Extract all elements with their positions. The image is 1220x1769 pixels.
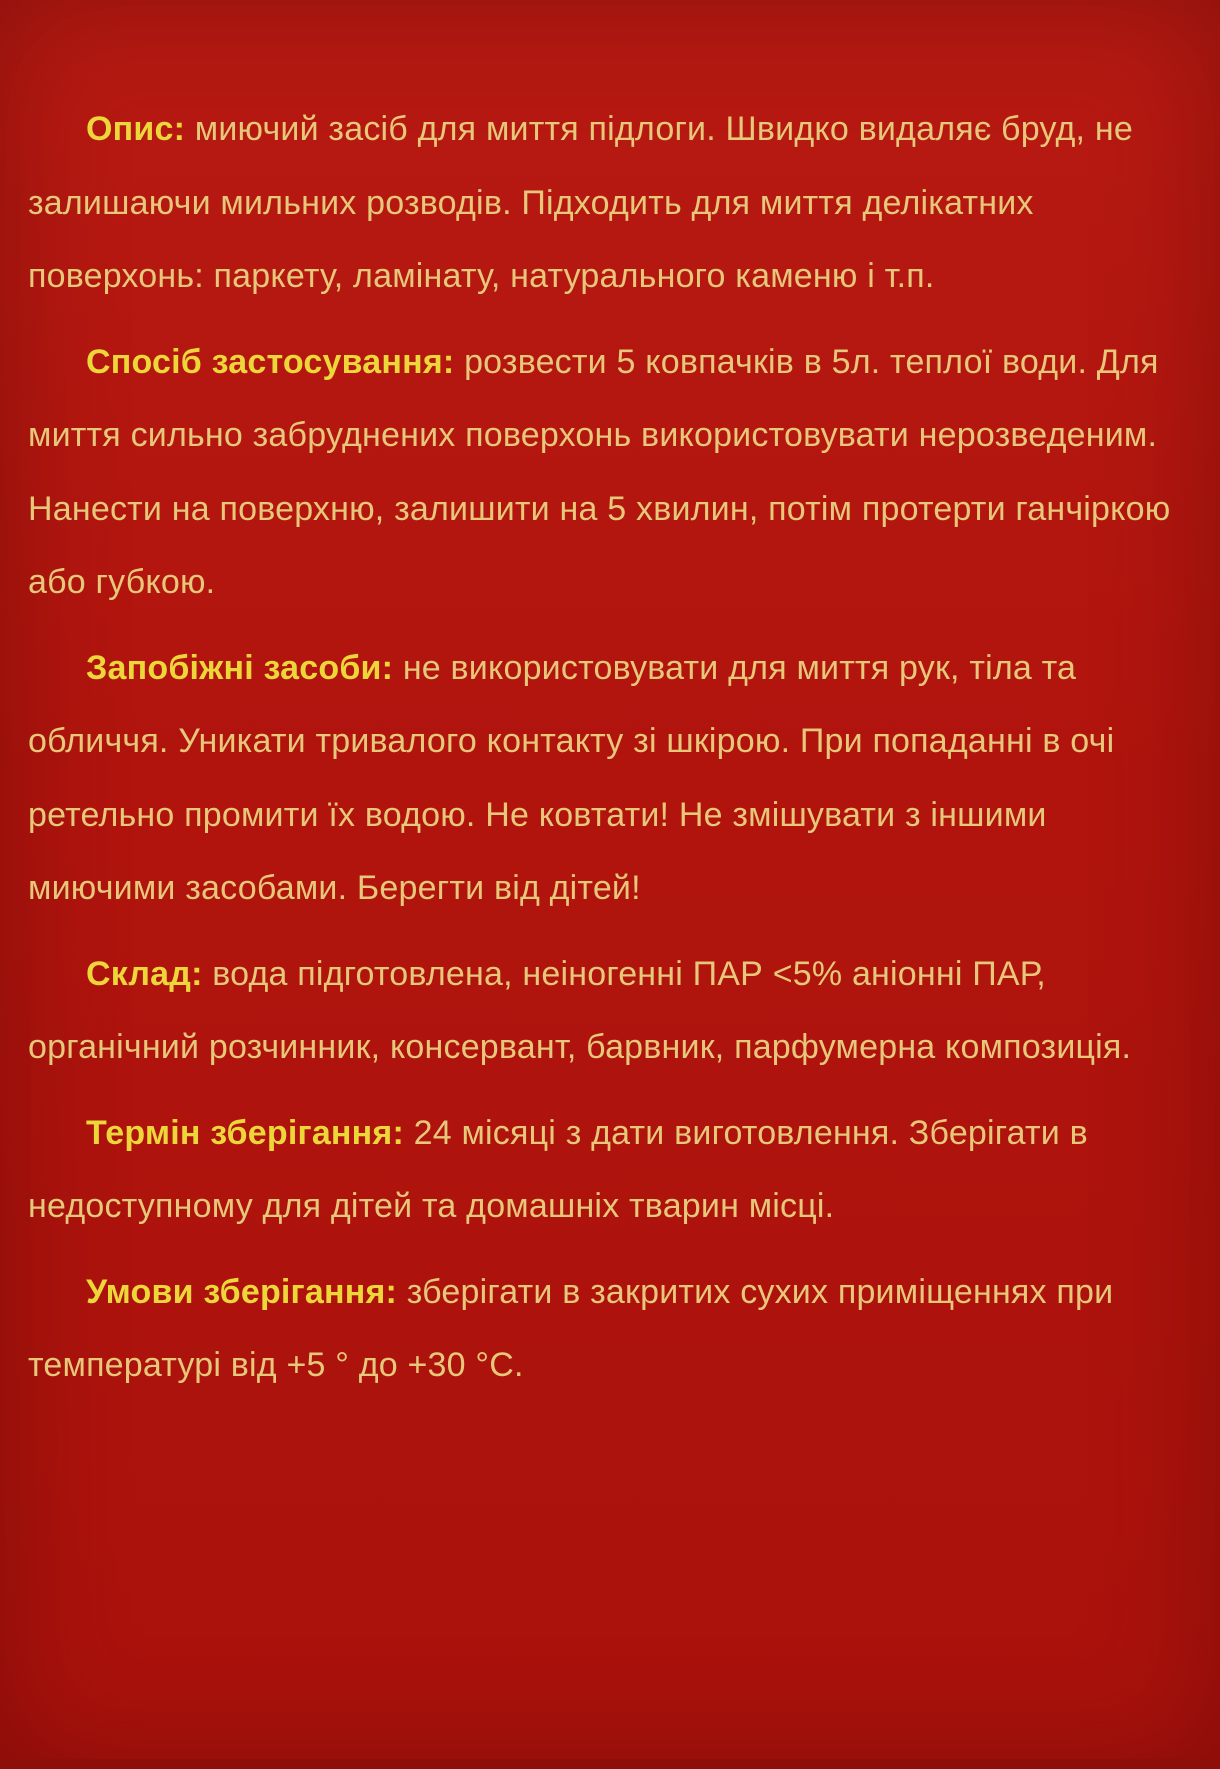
shelf-life-paragraph	[28, 1097, 1198, 1244]
shelf-life-text: 24 місяці з дати виготовлення. Зберігати в недоступному для дітей та домашніх тварин місці.	[28, 1113, 1088, 1225]
description-heading: Опис:	[86, 110, 186, 148]
storage-conditions-paragraph	[28, 1256, 1198, 1403]
precautions-heading: Запобіжні засоби:	[86, 648, 394, 687]
precautions-text: не використовувати для миття рук, тіла та обличчя. Уникати тривалого контакту зі шкірою. При попаданні в очі ретельно промити їх водою. Не ковтати! Не змішувати з іншими миючими засобами. Берегти від дітей!	[28, 648, 1115, 907]
composition-text: вода підготовлена, неіногенні ПАР <5% аніонні ПАР, органічний розчинник, консервант, барвник, парфумерна композиція.	[28, 954, 1132, 1066]
label-text-block	[28, 93, 1198, 1415]
storage-conditions-text: зберігати в закритих сухих приміщеннях при температурі від +5 ° до +30 °С.	[28, 1272, 1114, 1384]
storage-conditions-heading: Умови зберігання:	[86, 1272, 398, 1311]
description-text: миючий засіб для миття підлоги. Швидко видаляє бруд, не залишаючи мильних розводів. Підходить для миття делікатних поверхонь: паркету, ламінату, натурального каменю і т.п.	[28, 110, 1133, 295]
usage-heading: Спосіб застосування:	[86, 342, 455, 381]
composition-heading: Склад:	[86, 954, 203, 993]
shelf-life-heading: Термін зберігання:	[86, 1113, 404, 1152]
composition-paragraph	[28, 938, 1198, 1085]
usage-text: розвести 5 ковпачків в 5л. теплої води. Для миття сильно забруднених поверхонь використовувати нерозведеним. Нанести на поверхню, залишити на 5 хвилин, потім протерти ганчіркою або губкою.	[28, 342, 1171, 601]
description-paragraph	[28, 93, 1198, 314]
precautions-paragraph	[28, 632, 1198, 926]
label-bottom-edge	[0, 1759, 1220, 1769]
usage-paragraph	[28, 326, 1198, 620]
